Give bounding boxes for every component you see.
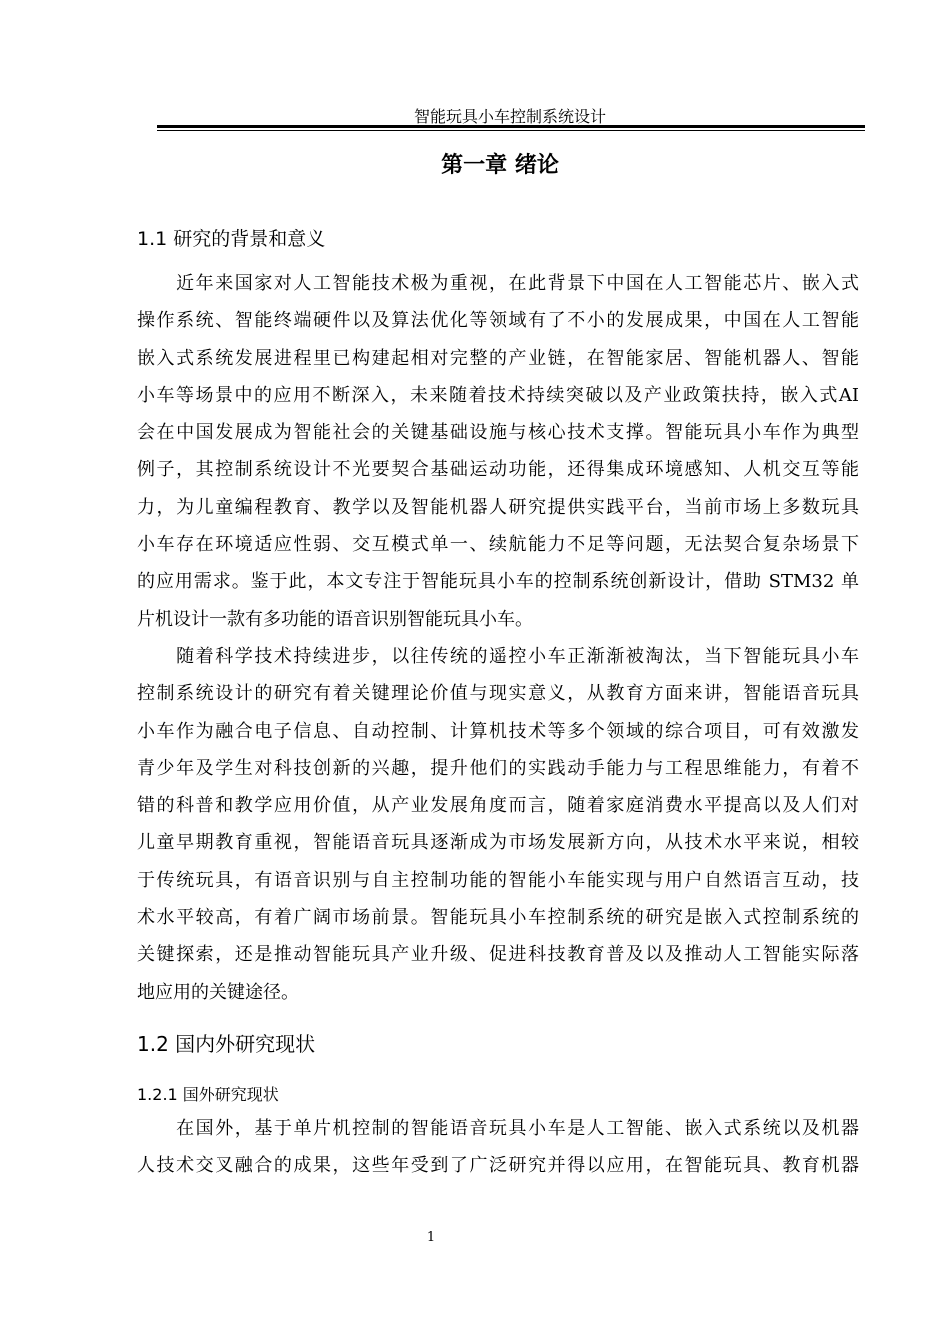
text-line: 小车作为融合电子信息、自动控制、计算机技术等多个领域的综合项目，可有效激发: [137, 720, 859, 742]
text-line: 关键探索，还是推动智能玩具产业升级、促进科技教育普及以及推动人工智能实际落: [137, 944, 859, 966]
page-number: 1: [426, 1230, 436, 1245]
text-line: 错的科普和教学应用价值，从产业发展角度而言，随着家庭消费水平提高以及人们对: [137, 795, 859, 817]
text-line: 青少年及学生对科技创新的兴趣，提升他们的实践动手能力与工程思维能力，有着不: [137, 757, 859, 779]
text-line: 于传统玩具，有语音识别与自主控制功能的智能小车能实现与用户自然语言互动，技: [137, 869, 859, 891]
text-line: 人技术交叉融合的成果，这些年受到了广泛研究并得以应用，在智能玩具、教育机器: [137, 1155, 859, 1177]
text-line: 近年来国家对人工智能技术极为重视，在此背景下中国在人工智能芯片、嵌入式: [137, 273, 859, 294]
section-heading-1-2: 1.2 国内外研究现状: [137, 1032, 316, 1056]
text-line: 片机设计一款有多功能的语音识别智能玩具小车。: [137, 608, 533, 630]
section-heading-1-2-1: 1.2.1 国外研究现状: [137, 1085, 279, 1104]
text-line: 儿童早期教育重视，智能语音玩具逐渐成为市场发展新方向，从技术水平来说，相较: [137, 832, 859, 854]
running-header: 智能玩具小车控制系统设计: [413, 107, 606, 126]
text-line: 术水平较高，有着广阔市场前景。智能玩具小车控制系统的研究是嵌入式控制系统的: [137, 907, 859, 929]
section-heading-1-1: 1.1 研究的背景和意义: [137, 228, 326, 250]
text-line: 会在中国发展成为智能社会的关键基础设施与核心技术支撑。智能玩具小车作为典型: [137, 422, 859, 444]
text-line: 控制系统设计的研究有着关键理论价值与现实意义，从教育方面来讲，智能语音玩具: [137, 683, 859, 705]
chapter-title: 第一章 绪论: [441, 153, 559, 178]
text-line: 在国外，基于单片机控制的智能语音玩具小车是人工智能、嵌入式系统以及机器: [137, 1118, 859, 1139]
text-line: 小车存在环境适应性弱、交互模式单一、续航能力不足等问题，无法契合复杂场景下: [137, 534, 859, 556]
paragraph-background: [137, 265, 859, 638]
text-line: 的应用需求。鉴于此，本文专注于智能玩具小车的控制系统创新设计，借助 STM32 单: [137, 571, 859, 593]
text-line: 随着科学技术持续进步，以往传统的遥控小车正渐渐被淘汰，当下智能玩具小车: [137, 646, 859, 667]
text-line: 地应用的关键途径。: [137, 981, 299, 1003]
text-line: 小车等场景中的应用不断深入，未来随着技术持续突破以及产业政策扶持，嵌入式AI: [137, 384, 859, 406]
paragraph-significance: [137, 638, 859, 1011]
text-line: 操作系统、智能终端硬件以及算法优化等领域有了不小的发展成果，中国在人工智能: [137, 310, 859, 332]
header-divider: [157, 125, 865, 131]
text-line: 嵌入式系统发展进程里已构建起相对完整的产业链，在智能家居、智能机器人、智能: [137, 347, 859, 369]
text-line: 力，为儿童编程教育、教学以及智能机器人研究提供实践平台，当前市场上多数玩具: [137, 496, 859, 518]
text-line: 例子，其控制系统设计不光要契合基础运动功能，还得集成环境感知、人机交互等能: [137, 459, 859, 481]
paragraph-foreign-research: [137, 1110, 859, 1185]
